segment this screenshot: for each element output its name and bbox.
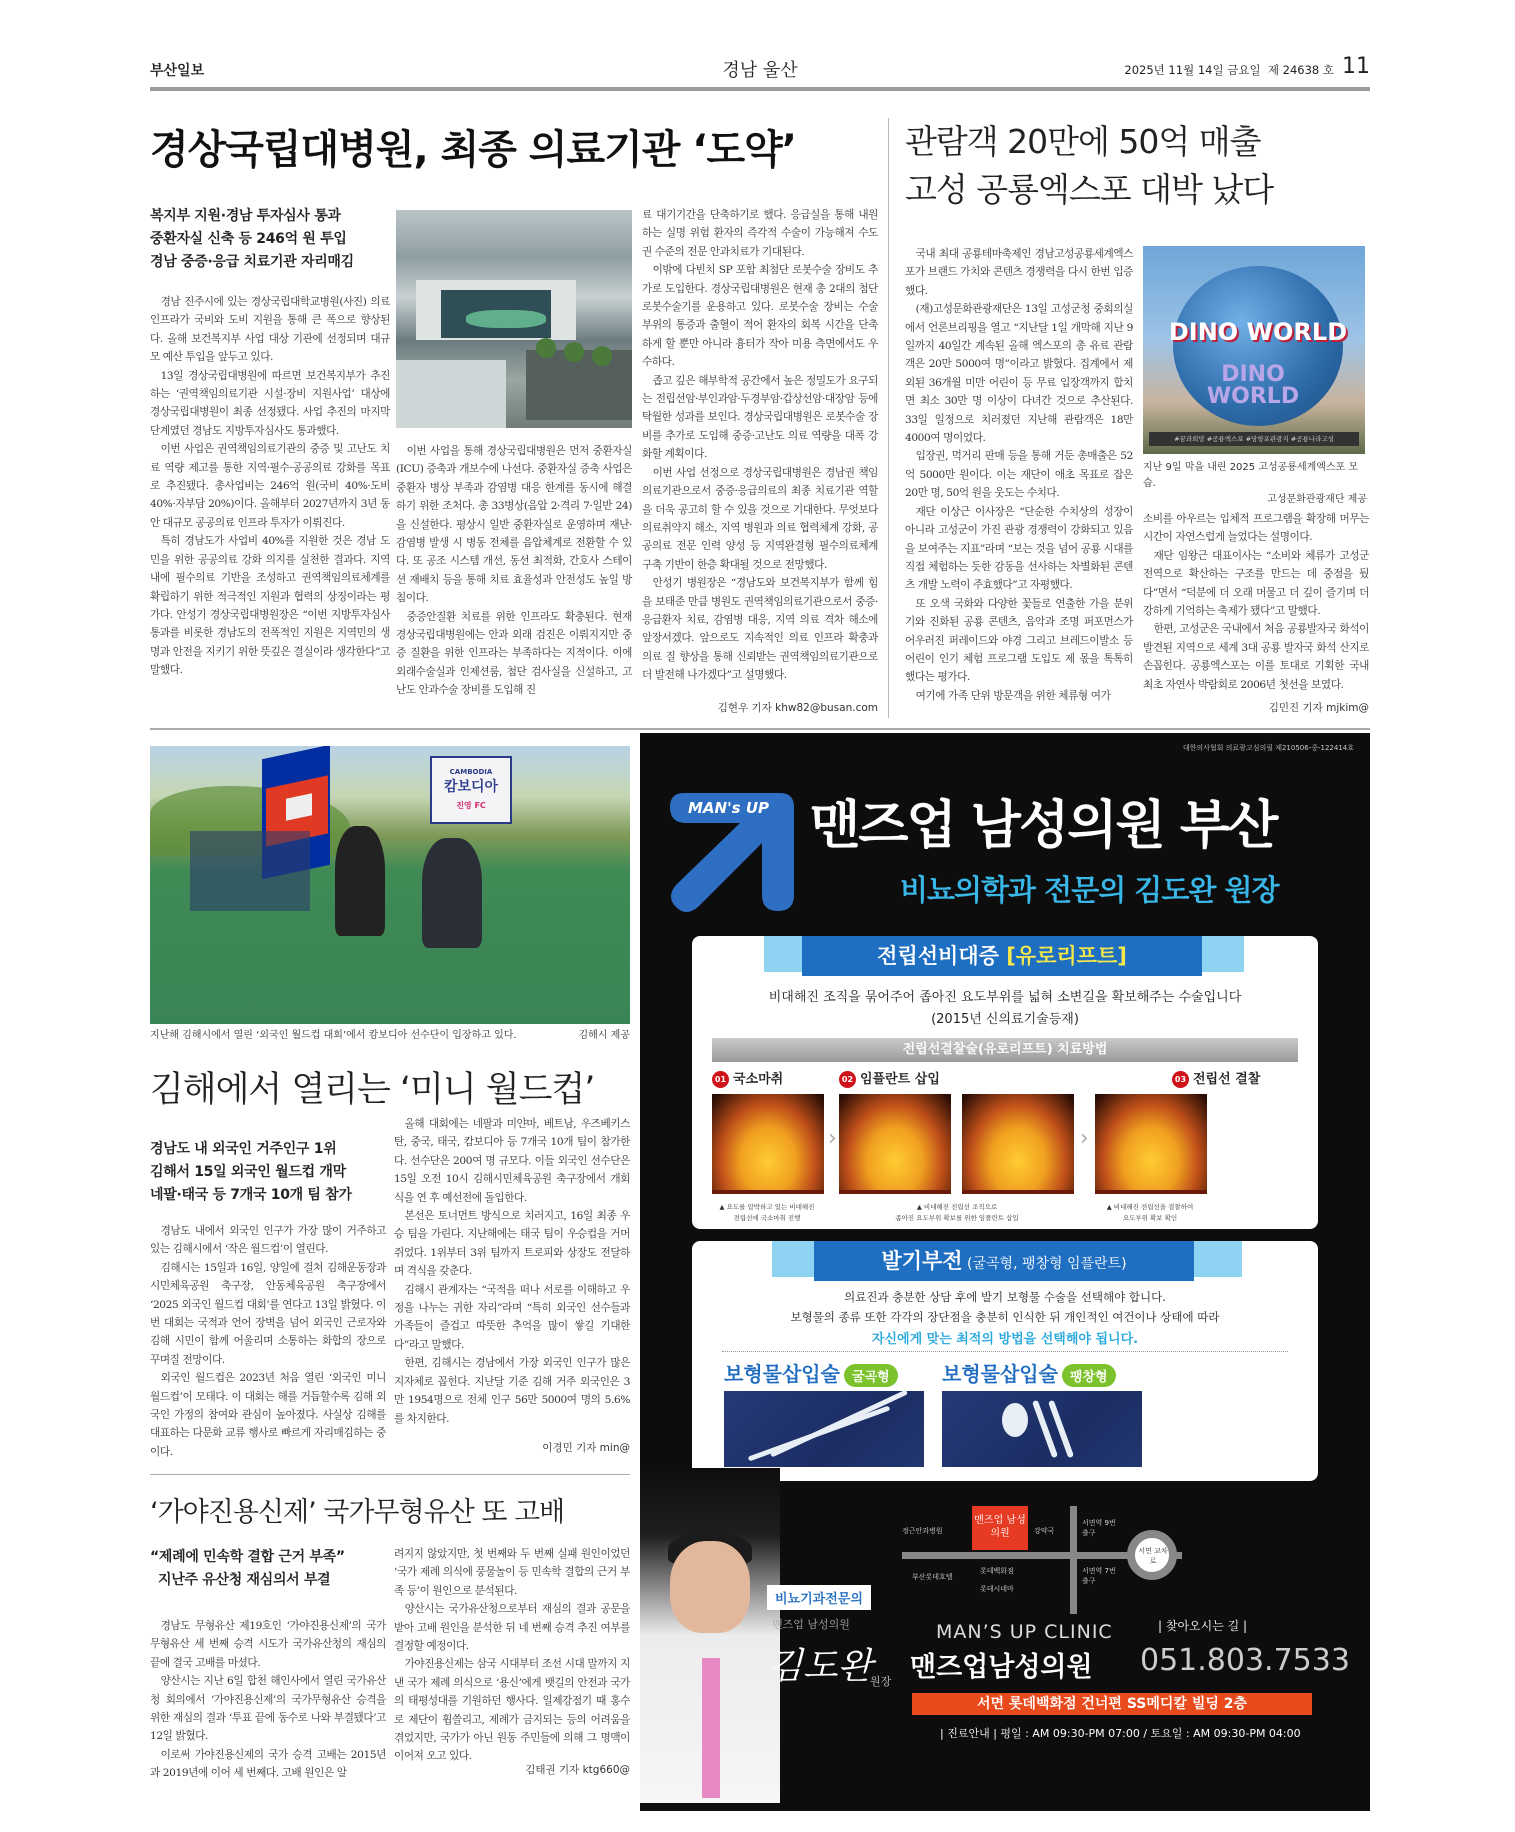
article1-col2 <box>396 442 632 700</box>
section-name: 경남 울산 <box>722 60 798 81</box>
implant-type-pill: 굴곡형 <box>844 1364 898 1387</box>
map-label: 정근안과병원 <box>902 1527 943 1535</box>
article2-col1 <box>905 245 1133 705</box>
subhead: 네팔·태국 등 7개국 10개 팀 참가 <box>150 1187 352 1203</box>
map-label: 롯데백화점 <box>980 1567 1014 1575</box>
paragraph: 13일 경상국립대병원에 따르면 보건복지부가 추진하는 ‘권역책임의료기관 시설·장비 지원사업’ 대상에 경상국립대병원이 최종 선정됐다. 사업 추진의 마지막 단계였던 경남도 지방투자심사도 통과했다. <box>150 369 390 437</box>
headline-line: 고성 공룡엑스포 대박 났다 <box>905 170 1274 209</box>
dino-world-photo <box>1143 246 1365 454</box>
method-bar: 전립선결찰술(유로리프트) 치료방법 <box>712 1038 1298 1062</box>
caption-text: 지난 9일 막을 내린 2025 고성공룡세계엑스포 모습. <box>1143 462 1359 489</box>
banner-highlight: [유로리프트] <box>1006 944 1127 968</box>
bph-note: (2015년 신의료기술등재) <box>931 1012 1079 1027</box>
masthead-divider <box>150 87 1370 91</box>
article2-byline: 김민진 기자 mjkim@ <box>1268 702 1369 714</box>
step-text: 임플란트 삽입 <box>860 1072 940 1087</box>
paragraph: 이로써 가야진용신제의 국가 승격 고배는 2015년과 2019년에 이어 세 번째다. 고배 원인은 알 <box>150 1748 386 1780</box>
map-label: 부산롯데호텔 <box>912 1573 953 1581</box>
date-text: 2025년 11월 14일 금요일 <box>1124 63 1261 77</box>
subhead: 경남 중증·응급 치료기관 자리매김 <box>150 254 354 270</box>
paragraph: 국내 최대 공룡테마축제인 경남고성공룡세계엑스포가 브랜드 가치와 콘텐츠 경쟁력을 다시 한번 입증했다. <box>905 248 1133 297</box>
step-text: 국소마취 <box>733 1072 784 1087</box>
column-divider <box>888 118 889 718</box>
paragraph: 가야진용신제는 삼국 시대부터 조선 시대 말까지 지낸 국가 제례 의식으로 ‘용신’에게 뱃길의 안전과 국가의 태평성대를 기원하던 행사다. 일제강점기 때 홍수로 제단이 휩쓸리고, 제례가 금지되는 등의 어려움을 겪었지만, 국가가 아닌 원동 주민들에 의해 그 명맥이 이어져 오고 있다. <box>394 1658 630 1763</box>
caption-line: ▲ 비대해진 전립선 조직으로 <box>916 1203 998 1211</box>
photo-sign-en: CAMBODIA <box>449 768 493 776</box>
step-1-label <box>712 1068 783 1088</box>
step-text: 전립선 결찰 <box>1193 1072 1261 1087</box>
article3-byline: 이경민 기자 min@ <box>542 1442 630 1454</box>
map-road <box>1070 1506 1077 1614</box>
doctor-signature: 김도완 <box>768 1646 873 1687</box>
diagram-prostate-ligation <box>1095 1094 1207 1194</box>
diagram-anesthesia <box>712 1094 824 1194</box>
paragraph: 소비를 아우르는 입체적 프로그램을 확장해 머무는 시간이 자연스럽게 늘었다는 설명이다. <box>1143 513 1369 544</box>
step-3-caption <box>1085 1202 1215 1224</box>
section-divider <box>150 728 1370 730</box>
ad-registration: 대한의사협회 의료광고심의필 제210506-중-122414호 <box>1182 744 1354 752</box>
chevron-right-icon: › <box>828 1126 837 1151</box>
article4-byline: 김태권 기자 ktg660@ <box>525 1764 630 1776</box>
photo-credit: 고성문화관광재단 제공 <box>1267 494 1367 505</box>
photo-sign-top: DINO WORLD <box>1168 318 1348 346</box>
article3-col2 <box>394 1115 630 1428</box>
paragraph: 입장권, 먹거리 판매 등을 통해 거둔 총매출은 52억 5000만 원이다. 이는 재단이 애초 목표로 잡은 20만 명, 50억 원을 웃도는 수치다. <box>905 450 1133 500</box>
article1-subheads <box>150 205 390 274</box>
article4-subheads <box>150 1546 386 1592</box>
page-number: 11 <box>1342 54 1370 79</box>
ed-panel <box>692 1241 1318 1481</box>
paragraph: 료 대기기간을 단축하기로 했다. 응급실을 통해 내원하는 실명 위험 환자의 즉각적 수술이 가능해져 수도권 수준의 전문 안과치료가 기대된다. <box>642 209 878 258</box>
clinic-advertisement[interactable] <box>640 733 1370 1811</box>
caption-line: 전립선에 국소마취 진행 <box>733 1214 801 1222</box>
step-number-badge: 02 <box>839 1071 856 1088</box>
article4-col1 <box>150 1617 386 1783</box>
malleable-implant-image <box>724 1391 924 1467</box>
subhead: 지난주 유산청 재심의서 부결 <box>158 1572 331 1588</box>
section-divider <box>150 1474 630 1475</box>
banner-subtitle: (굴곡형, 팽창형 임플란트) <box>962 1256 1127 1272</box>
issue-date <box>1124 62 1334 78</box>
paper-name: 부산일보 <box>150 63 205 79</box>
paragraph: 또 오색 국화와 다양한 꽃들로 연출한 가을 분위기와 진화된 공룡 콘텐츠, 음악과 조명 퍼포먼스가 어우러진 퍼레이드와 야경 그리고 브레드이발소 등 어린이 인기 체험 프로그램 도입도 제 몫을 톡톡히 했다는 평가다. <box>905 597 1133 684</box>
clinic-address: 서면 롯데백화점 건너편 SS메디칼 빌딩 2층 <box>912 1693 1312 1715</box>
article4-col2 <box>394 1545 630 1766</box>
location-map[interactable] <box>902 1506 1202 1614</box>
article2-photo-caption <box>1143 460 1367 508</box>
headline-line: 관람객 20만에 50억 매출 <box>905 122 1261 161</box>
paragraph: 양산시는 국가유산청으로부터 재심의 결과 공문을 받아 고배 원인을 분석한 뒤 네 번째 승격 추진 여부를 결정할 예정이다. <box>394 1603 630 1653</box>
clinic-hours: | 진료안내 | 평일 : AM 09:30-PM 07:00 / 토요일 : AM 09:30-PM 04:00 <box>940 1727 1301 1740</box>
inflatable-implant-image <box>942 1391 1142 1467</box>
photo-sign-ko: 캄보디아 <box>443 779 499 795</box>
specialist-badge: 비뇨기과전문의 <box>767 1585 871 1610</box>
article1-headline: 경상국립대병원, 최종 의료기관 ‘도약’ <box>150 127 796 173</box>
photo-hashtags: #꿈과희망 #공룡엑스포 #당항포관광지 #공룡나라고성 <box>1149 432 1359 446</box>
cambodia-team-photo <box>150 746 630 1024</box>
photo-credit: 김해시 제공 <box>578 1030 630 1041</box>
clinic-name-ko: 맨즈업남성의원 <box>910 1652 1093 1683</box>
doctor-face <box>670 1541 750 1633</box>
caption-line: ▲ 비대해진 전립선을 결찰하여 <box>1106 1203 1194 1211</box>
paragraph: 좁고 깊은 해부학적 공간에서 높은 정밀도가 요구되는 전립선암·부인과암·두경부암·갑상선암·대장암 등에 탁월한 성과를 보인다. 경상국립대병원은 로봇수술 장비를 추가로 도입해 중증·고난도 의료 역량을 대폭 강화할 계획이다. <box>642 374 878 461</box>
article1-col3 <box>642 206 878 685</box>
map-clinic-marker: 맨즈업 남성의원 <box>972 1506 1028 1550</box>
article2-col2 <box>1143 510 1369 694</box>
subhead: 경남도 내 외국인 거주인구 1위 <box>150 1141 337 1157</box>
doctor-title: 원장 <box>870 1675 892 1688</box>
map-label: 서면역 9번출구 <box>1082 1519 1116 1537</box>
ad-title: 맨즈업 남성의원 부산 <box>810 796 1277 856</box>
subhead: “제례에 민속학 결합 근거 부족” <box>150 1549 345 1565</box>
implant-malleable-title <box>724 1358 898 1387</box>
article3-photo-caption <box>150 1028 630 1044</box>
paragraph: 특히 경남도가 사업비 40%를 지원한 것은 경남 도민을 위한 공공의료 강화 의지를 실천한 결과다. 지역 내에 필수의료 기반을 조성하고 권역책임의료체계를 확립하기 위한 적극적인 지원과 협력의 상징이라는 평가다. 안성기 경상국립대병원장은 “이번 지방투자심사 통과를 비롯한 경남도의 전폭적인 지원은 지역민의 생명과 안전을 지키기 위한 뜻깊은 결실이라 생각한다”고 말했다. <box>150 535 390 677</box>
dotted-divider <box>722 1351 1288 1352</box>
article1-col1 <box>150 293 390 680</box>
paragraph: 경남도 무형유산 제19호인 ‘가야진용신제’의 국가무형유산 세 번째 승격 시도가 국가유산청의 재심의 끝에 결국 고배를 마셨다. <box>150 1620 386 1669</box>
paragraph: 재단 이상근 이사장은 “단순한 수치상의 성장이 아니라 고성군이 가진 관광 경쟁력이 강화되고 있음을 보여주는 지표”라며 “보는 것을 넘어 공룡 시대를 직접 체험하는 듯한 감동을 선사하는 차별화된 콘텐츠 개발 노력이 주효했다”고 자평했다. <box>905 505 1133 592</box>
paragraph: 올해 대회에는 네팔과 미얀마, 베트남, 우즈베키스탄, 중국, 태국, 캄보디아 등 7개국 10개 팀이 참가한다. 선수단은 200여 명 규모다. 이들 외국인 선수단은 15일 오전 10시 김해시민체육공원 축구장에서 개회식을 연 후 예선전에 돌입한다. <box>394 1118 630 1204</box>
directions-label: | 찾아오시는 길 | <box>1158 1619 1248 1633</box>
subhead: 중환자실 신축 등 246억 원 투입 <box>150 231 347 247</box>
doctor-tie <box>702 1658 720 1798</box>
paragraph: 본선은 토너먼트 방식으로 치러지고, 16일 최종 우승 팀을 가린다. 지난해에는 태국 팀이 우승컵을 거머쥐었다. 1위부터 3위 팀까지 트로피와 상장도 전달하며 격식을 갖춘다. <box>394 1210 630 1278</box>
article3-headline: 김해에서 열리는 ‘미니 월드컵’ <box>150 1070 595 1110</box>
implant-type-pill: 팽창형 <box>1062 1364 1116 1387</box>
step-number-badge: 03 <box>1172 1071 1189 1088</box>
paragraph: 김해시는 15일과 16일, 양일에 걸쳐 김해운동장과 시민체육공원 축구장, 안동체육공원 축구장에서 ‘2025 외국인 월드컵 대회’를 연다고 13일 밝혔다. 이번 대회는 국적과 언어 장벽을 넘어 외국인 근로자와 김해 시민이 함께 어울리며 소통하는 화합의 장으로 꾸며질 전망이다. <box>150 1261 386 1366</box>
diagram-implant-insert-b <box>962 1094 1074 1194</box>
paragraph: 경남 진주시에 있는 경상국립대학교병원(사진) 의료 인프라가 국비와 도비 지원을 통해 큰 폭으로 향상된다. 올해 보건복지부 사업 대상 기관에 선정되며 대규모 예산 투입을 앞두고 있다. <box>150 296 390 364</box>
caption-line: 좁아진 요도부위 확보를 위한 임플란트 삽입 <box>895 1214 1019 1222</box>
map-label: 롯데시네마 <box>980 1585 1014 1593</box>
implant-label: 보형물삽입술 <box>942 1362 1058 1386</box>
logo-text: MAN's UP <box>688 799 770 817</box>
article1-byline: 김현우 기자 khw82@busan.com <box>717 702 878 714</box>
photo-sign-team: 진영 FC <box>456 801 486 810</box>
map-label: 강약국 <box>1034 1527 1055 1535</box>
banner-title: 전립선비대증 <box>877 944 1007 968</box>
caption-text: 지난해 김해시에서 열린 ‘외국인 월드컵 대회’에서 캄보디아 선수단이 입장하고 있다. <box>150 1030 517 1041</box>
article3-col1 <box>150 1222 386 1461</box>
paragraph: 려지지 않았지만, 첫 번째와 두 번째 실패 원인이었던 ‘국가 제례 의식에 풍물놀이 등 민속학 결합의 근거 부족 등’이 원인으로 분석된다. <box>394 1548 630 1597</box>
issue-number: 제 24638 호 <box>1267 63 1334 77</box>
bph-description: 비대해진 조직을 묶어주어 좁아진 요도부위를 넓혀 소변길을 확보해주는 수술입니다 <box>768 990 1242 1005</box>
step-2-caption <box>839 1202 1075 1224</box>
article2-headline <box>905 118 1273 214</box>
paragraph: 이번 사업을 통해 경상국립대병원은 먼저 중환자실(ICU) 증축과 개보수에 나선다. 중환자실 증축 사업은 중환자 병상 부족과 감염병 대응 한계를 동시에 해결하기 위한 조처다. 총 33병상(음압 2·격리 7·일반 24)을 신설한다. 평상시 일반 중환자실로 운영하며 재난·감염병 발생 시 병동 전체를 음압체계로 전환할 수 있다. 또 공조 시스템 개선, 동선 최적화, 간호사 스테이션 재배치 등을 통해 치료 효율성과 안전성도 높일 방침이다. <box>396 445 632 605</box>
paragraph: 이번 사업은 권역책임의료기관의 중증 및 고난도 치료 역량 제고를 통한 지역·필수·공공의료 강화를 목표로 추진됐다. 총사업비는 246억 원(국비 40%·도비 40%·자부담 20%)이다. 올해부터 2027년까지 3년 동안 대규모 공공의료 인프라 투자가 이뤄진다. <box>150 443 390 529</box>
ad-subtitle: 비뇨의학과 전문의 김도완 원장 <box>900 873 1279 907</box>
photo-sign-main: DINO WORLD <box>1206 362 1300 409</box>
caption-line: 요도부위 확보 확인 <box>1122 1214 1178 1222</box>
ed-line-1: 의료진과 충분한 상담 후에 발기 보형물 수술을 선택해야 합니다. <box>844 1290 1166 1304</box>
masthead <box>150 56 1370 82</box>
paragraph: 안성기 병원장은 “경남도와 보건복지부가 함께 힘을 보태준 만큼 병원도 권역책임의료기관으로서 중증·응급환자 치료, 감염병 대응, 지역 의료 격차 해소에 앞장서겠다. 앞으로도 지속적인 의료 인프라 확충과 의료 질 향상을 통해 신뢰받는 권역책임의료기관으로 더 발전해 나가겠다”고 설명했다. <box>642 577 878 682</box>
paragraph: 김해시 관계자는 “국적을 떠나 서로를 이해하고 우정을 나누는 귀한 자리”라며 “특히 외국인 선수들과 가족들이 즐겁고 따뜻한 추억을 많이 쌓길 기대한다”라고 말했다. <box>394 1283 630 1351</box>
paragraph: 중증안질환 치료를 위한 인프라도 확충된다. 현재 경상국립대병원에는 안과 외래 검진은 이뤄지지만 중증 질환을 위한 인프라는 부족하다는 지적이다. 이에 외래수술실과 인제션룸, 첨단 검사실을 신설하고, 고난도 안과수술 장비를 도입해 진 <box>396 610 632 697</box>
caption-line: ▲ 요도를 압박하고 있는 비대해진 <box>719 1203 815 1211</box>
implant-inflatable-title <box>942 1358 1116 1387</box>
clinic-name-en: MAN’S UP CLINIC <box>936 1621 1113 1643</box>
phone-number[interactable]: 051.803.7533 <box>1140 1643 1350 1678</box>
subhead: 김해서 15일 외국인 월드컵 개막 <box>150 1164 346 1180</box>
map-label: 서면 교차로 <box>1138 1547 1168 1565</box>
banner-title: 발기부전 <box>881 1249 963 1273</box>
paragraph: 여기에 가족 단위 방문객을 위한 체류형 여가 <box>915 689 1111 702</box>
bph-panel <box>692 936 1318 1229</box>
step-1-caption <box>702 1202 832 1224</box>
step-3-label <box>1172 1068 1260 1088</box>
ed-line-2: 보형물의 종류 또한 각각의 장단점을 충분히 인식한 뒤 개인적인 여건이나 상태에 따라 <box>790 1310 1220 1324</box>
step-2-label <box>839 1068 940 1088</box>
ed-line-3: 자신에게 맞는 최적의 방법을 선택해야 됩니다. <box>871 1332 1139 1347</box>
diagram-implant-insert-a <box>839 1094 951 1194</box>
doctor-clinic: 맨즈업 남성의원 <box>772 1618 850 1631</box>
step-number-badge: 01 <box>712 1071 729 1088</box>
paragraph: 이밖에 다빈치 SP 포함 최첨단 로봇수술 장비도 추가로 도입한다. 경상국립대병원은 현재 총 2대의 첨단 로봇수술기를 운용하고 있다. 로봇수술 장비는 수술 부위의 통증과 출혈이 적어 환자의 회복 시간을 단축하게 할 뿐만 아니라 흉터가 작아 미용 측면에서도 우수하다. <box>642 264 878 369</box>
map-label: 서면역 7번출구 <box>1082 1567 1116 1585</box>
paragraph: (재)고성문화관광재단은 13일 고성군청 중회의실에서 언론브리핑을 열고 “지난달 1일 개막해 지난 9일까지 40일간 계속된 올해 엑스포의 총 유료 관람객은 20만 5000여 명”이라고 밝혔다. 집계에서 제외된 36개월 미만 어린이 등 무료 입장객까지 합치면 최소 30만 명 이상이 다녀간 것으로 추산된다. 33일 일정으로 치러졌던 지난해 관람객은 18만 4000여 명이었다. <box>905 303 1133 445</box>
paragraph: 경남도 내에서 외국인 인구가 가장 많이 거주하고 있는 김해시에서 ‘작은 월드컵’이 열린다. <box>150 1225 386 1256</box>
bph-banner <box>802 936 1202 976</box>
paragraph: 재단 임왕근 대표이사는 “소비와 체류가 고성군 전역으로 확산하는 구조를 만드는 데 중점을 뒀다”면서 “덕분에 더 오래 머물고 더 깊이 즐기며 더 강하게 기억하는 축제가 됐다”고 말했다. <box>1143 549 1369 618</box>
article3-subheads <box>150 1138 386 1207</box>
ed-banner <box>814 1241 1194 1281</box>
paragraph: 한편, 김해시는 경남에서 가장 외국인 인구가 많은 지자체로 꼽힌다. 지난달 기준 김해 거주 외국인은 3만 1954명으로 전체 인구 56만 5000여 명의 5.6%를 차지한다. <box>394 1357 630 1425</box>
paragraph: 외국인 월드컵은 2023년 처음 열린 ‘외국인 미니 월드컵’이 모태다. 이 대회는 해를 거듭할수록 김해 외국인 가정의 참여와 관심이 높아졌다. 사실상 김해를 대표하는 다문화 교류 행사로 빠르게 자리매김하는 중이다. <box>150 1372 386 1458</box>
paragraph: 이번 사업 선정으로 경상국립대병원은 경남권 책임의료기관으로서 중증·응급의료의 최종 치료기관 역할을 더욱 공고히 할 수 있을 것으로 기대한다. 무엇보다 의료취약지 해소, 지역 병원과 의료 협력체계 강화, 공공의료 전문 인력 양성 등 지역완결형 필수의료체계 구축 기반이 한층 확대될 것으로 전망했다. <box>642 466 878 571</box>
subhead: 복지부 지원·경남 투자심사 통과 <box>150 208 341 224</box>
chevron-right-icon: › <box>1080 1126 1089 1151</box>
article4-headline: ‘가야진용신제’ 국가무형유산 또 고배 <box>150 1497 565 1528</box>
paragraph: 한편, 고성군은 국내에서 처음 공룡발자국 화석이 발견된 지역으로 세계 3대 공룡 발자국 화석 산지로 손꼽힌다. 공룡엑스포는 이를 토대로 기획한 국내 최초 자연사 박람회로 2006년 첫선을 보였다. <box>1143 623 1369 691</box>
implant-label: 보형물삽입술 <box>724 1362 840 1386</box>
paragraph: 양산시는 지난 6일 합천 해인사에서 열린 국가유산청 회의에서 ‘가야진용신제’의 국가무형유산 승격을 위한 재심의 결과 ‘투표 끝에 동수로 나와 부결됐다’고 12일 밝혔다. <box>150 1675 386 1743</box>
hospital-photo <box>396 210 632 428</box>
